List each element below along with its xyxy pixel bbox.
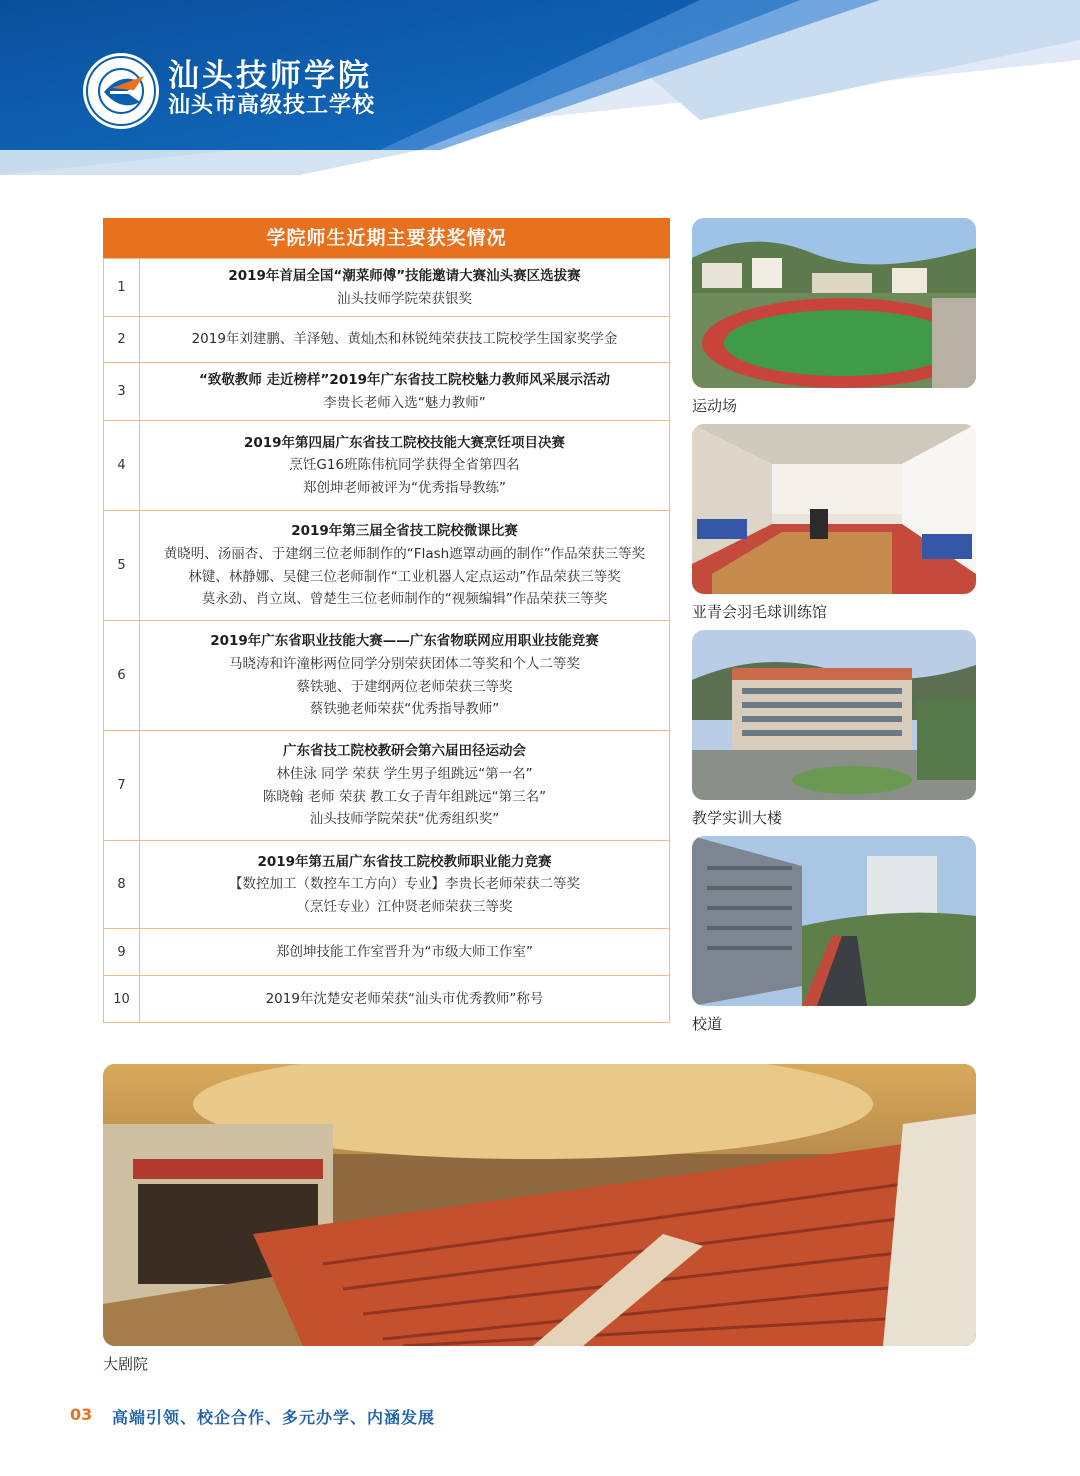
award-heading: 2019年第五届广东省技工院校教师职业能力竞赛 — [257, 853, 552, 870]
college-logo — [82, 52, 160, 130]
award-line: 【数控加工（数控车工方向）专业】李贵长老师荣获二等奖 — [229, 876, 580, 893]
playground-caption: 运动场 — [692, 397, 738, 415]
award-line: 汕头技师学院荣获“优秀组织奖” — [309, 811, 500, 828]
award-line: 马晓涛和许潼彬两位同学分别荣获团体二等奖和个人二等奖 — [229, 655, 580, 672]
table-row — [104, 363, 670, 421]
row-content — [140, 621, 670, 731]
building-caption: 教学实训大楼 — [692, 809, 783, 827]
school-name: 汕头市高级技工学校 — [168, 93, 376, 118]
row-content — [140, 511, 670, 621]
award-heading: 2019年第四届广东省技工院校技能大赛烹饪项目决赛 — [243, 434, 566, 451]
award-heading: 2019年第三届全省技工院校微课比赛 — [291, 523, 518, 540]
row-number: 5 — [104, 511, 140, 621]
award-line: 莫永劲、肖立岚、曾楚生三位老师制作的“视频编辑”作品荣获三等奖 — [201, 591, 608, 608]
row-number: 4 — [104, 421, 140, 511]
row-number: 2 — [104, 317, 140, 363]
award-line: 蔡铁驰、于建纲两位老师荣获三等奖 — [296, 678, 513, 695]
row-content — [140, 421, 670, 511]
award-heading: “致敬教师 走近榜样”2019年广东省技工院校魅力教师风采展示活动 — [198, 371, 611, 388]
row-content — [140, 731, 670, 841]
award-heading: 2019年广东省职业技能大赛——广东省物联网应用职业技能竞赛 — [210, 633, 599, 650]
row-number: 9 — [104, 929, 140, 976]
row-content — [140, 363, 670, 421]
row-number: 7 — [104, 731, 140, 841]
award-line: 郑创坤老师被评为“优秀指导教练” — [303, 479, 506, 496]
building-photo — [692, 630, 976, 800]
table-row — [104, 421, 670, 511]
playground-photo — [692, 218, 976, 388]
award-line: 郑创坤技能工作室晋升为“市级大师工作室” — [276, 943, 533, 960]
awards-title: 学院师生近期主要获奖情况 — [103, 218, 670, 258]
campus-road-caption: 校道 — [692, 1015, 723, 1033]
row-number: 8 — [104, 841, 140, 929]
table-row — [104, 511, 670, 621]
table-row — [104, 731, 670, 841]
award-line: 2019年刘建鹏、羊泽勉、黄灿杰和林锐纯荣获技工院校学生国家奖学金 — [191, 331, 618, 348]
theater-caption: 大剧院 — [103, 1355, 149, 1373]
row-content — [140, 317, 670, 363]
award-line: 2019年沈楚安老师荣获“汕头市优秀教师”称号 — [265, 990, 544, 1007]
awards-panel — [103, 218, 670, 1023]
award-line: （烹饪专业）江仲贤老师荣获三等奖 — [296, 898, 513, 915]
footer-slogan: 高端引领、校企合作、多元办学、内涵发展 — [112, 1408, 436, 1427]
row-content — [140, 929, 670, 976]
award-line: 烹饪G16班陈伟杭同学获得全省第四名 — [289, 457, 520, 474]
award-heading: 2019年首届全国“潮菜师傅”技能邀请大赛汕头赛区选拔赛 — [228, 267, 581, 284]
award-line: 林键、林静娜、吴健三位老师制作“工业机器人定点运动”作品荣获三等奖 — [188, 568, 621, 585]
award-line: 林佳泳 同学 荣获 学生男子组跳远“第一名” — [276, 765, 533, 782]
campus-road-photo — [692, 836, 976, 1006]
awards-table — [103, 258, 670, 1023]
table-row — [104, 841, 670, 929]
header-banner — [0, 0, 1080, 190]
row-number: 10 — [104, 976, 140, 1023]
table-row — [104, 317, 670, 363]
table-row — [104, 976, 670, 1023]
award-line: 蔡铁驰老师荣获“优秀指导教师” — [309, 701, 500, 718]
row-content — [140, 259, 670, 317]
college-name: 汕头技师学院 — [168, 58, 372, 94]
gym-photo — [692, 424, 976, 594]
award-line: 李贵长老师入选“魅力教师” — [323, 394, 486, 411]
table-row — [104, 929, 670, 976]
award-line: 陈晓翰 老师 荣获 教工女子青年组跳远“第三名” — [262, 788, 547, 805]
table-row — [104, 621, 670, 731]
row-content — [140, 976, 670, 1023]
award-line: 黄晓明、汤丽杏、于建纲三位老师制作的“Flash遮罩动画的制作”作品荣获三等奖 — [163, 545, 646, 562]
table-row — [104, 259, 670, 317]
row-number: 1 — [104, 259, 140, 317]
award-line: 汕头技师学院荣获银奖 — [337, 290, 472, 307]
page-number: 03 — [70, 1405, 93, 1424]
award-heading: 广东省技工院校教研会第六届田径运动会 — [283, 743, 526, 760]
row-content — [140, 841, 670, 929]
row-number: 6 — [104, 621, 140, 731]
theater-photo — [103, 1064, 976, 1346]
gym-caption: 亚青会羽毛球训练馆 — [692, 603, 828, 621]
row-number: 3 — [104, 363, 140, 421]
